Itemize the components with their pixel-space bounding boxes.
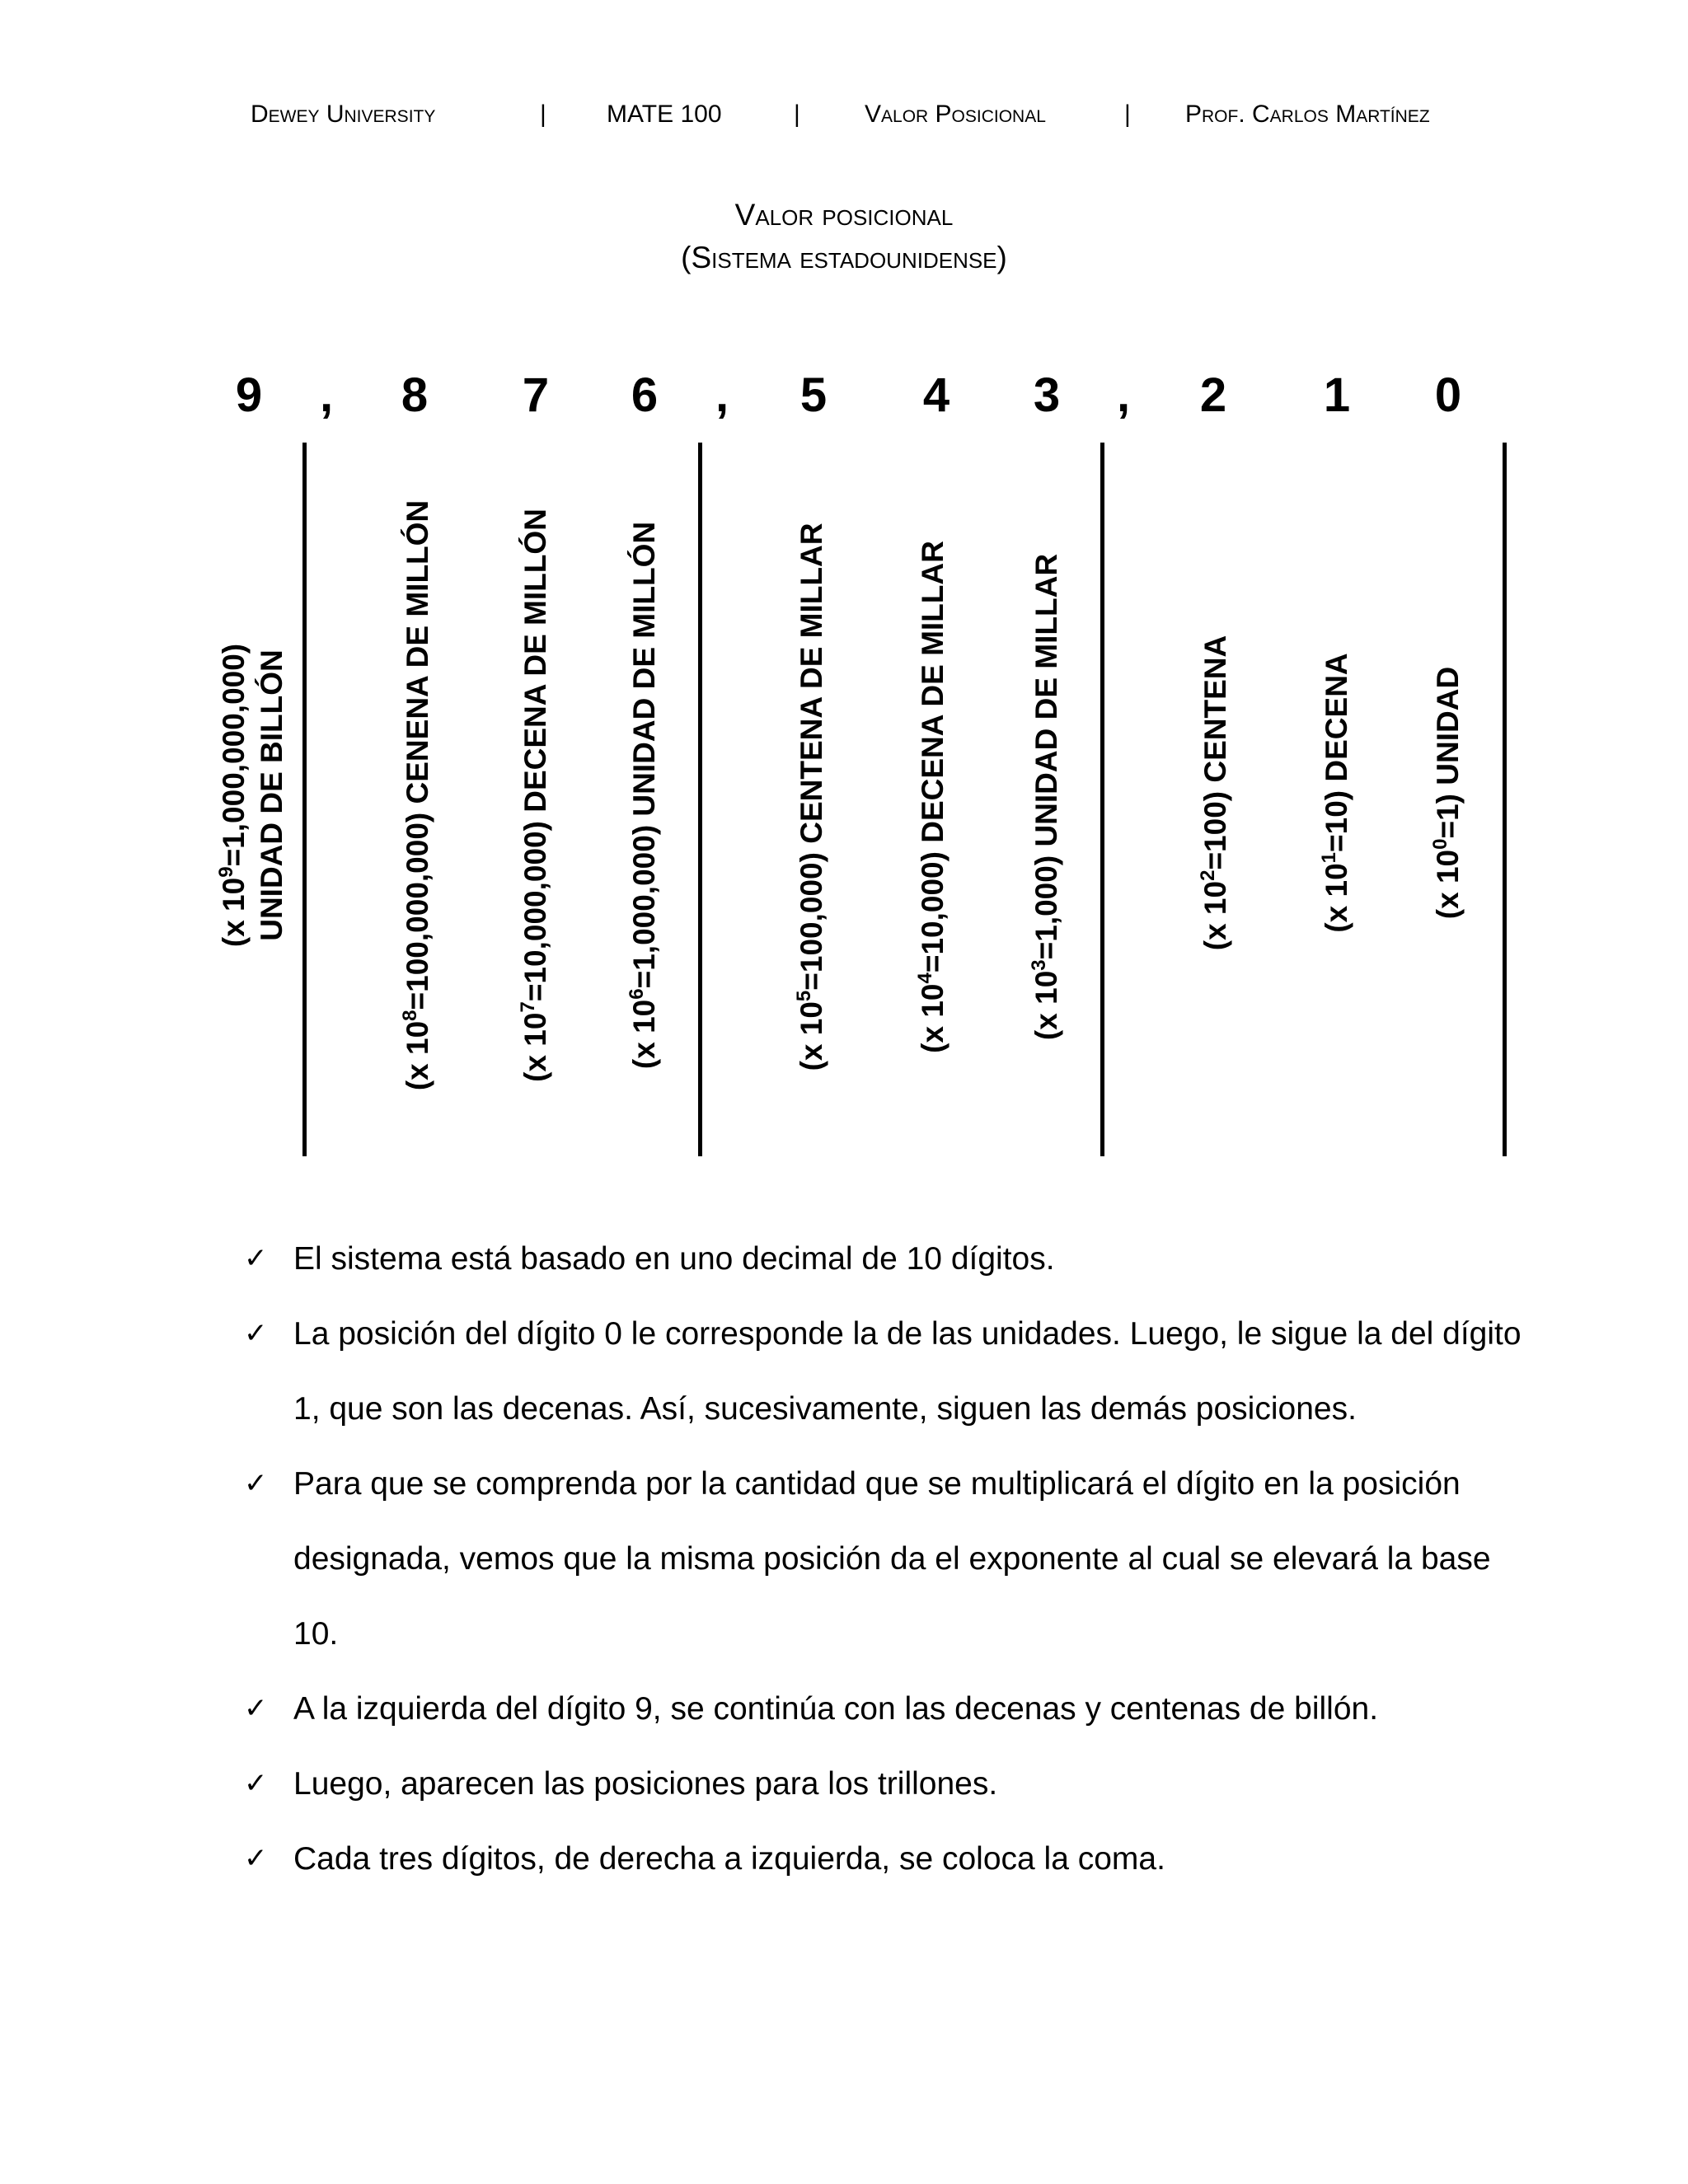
digit: 9: [235, 368, 263, 422]
power-suffix: =100): [1198, 790, 1232, 870]
power-suffix: =100,000,000): [401, 812, 434, 1010]
position-name: DECENA DE MILLAR: [916, 541, 950, 843]
position-name: DECENA DE MILLÓN: [518, 509, 552, 813]
comma: ,: [715, 368, 729, 422]
page-subtitle: (Sistema estadounidense): [681, 241, 1007, 274]
group-divider: [302, 443, 307, 1156]
check-icon: ✓: [244, 1842, 268, 1875]
check-icon: ✓: [244, 1242, 268, 1275]
list-item: [244, 1671, 1530, 1746]
list-item: [244, 1746, 1530, 1821]
digit: 4: [922, 368, 950, 422]
note-text: El sistema está basado en uno decimal de 10 dígitos.: [293, 1241, 1055, 1277]
page-header: [0, 101, 1688, 134]
power-prefix: (x 10: [401, 1020, 434, 1091]
power-prefix: (x 10: [795, 1001, 828, 1071]
position-label-hundred-thousand: [767, 385, 857, 1209]
position-name: UNIDAD DE BILLÓN: [255, 649, 288, 941]
power-prefix: (x 10: [1029, 970, 1063, 1041]
header-professor: Prof. Carlos Martínez: [1185, 101, 1430, 128]
exponent: 4: [914, 972, 936, 984]
power-suffix: =1,000,000,000): [217, 643, 251, 867]
check-icon: ✓: [244, 1767, 268, 1800]
position-label-tens: [1292, 381, 1382, 1205]
power-suffix: =100,000): [795, 852, 828, 991]
check-icon: ✓: [244, 1467, 268, 1500]
header-separator: |: [794, 101, 800, 128]
power-prefix: (x 10: [518, 1012, 552, 1082]
exponent: 5: [793, 990, 815, 1002]
power-suffix: =1,000): [1029, 855, 1063, 960]
check-icon: ✓: [244, 1317, 268, 1350]
power-prefix: (x 10: [627, 999, 661, 1070]
note-text: Luego, aparecen las posiciones para los trillones.: [293, 1766, 998, 1802]
group-divider: [698, 443, 702, 1156]
exponent: 9: [215, 866, 237, 878]
position-label-million-unit: [599, 383, 690, 1207]
power-suffix: =10): [1320, 790, 1353, 852]
position-name: DECENA: [1320, 653, 1353, 782]
position-label-thousand-unit: [1001, 385, 1092, 1209]
power-suffix: =1,000,000): [627, 824, 661, 989]
power-suffix: =1): [1431, 793, 1465, 839]
header-separator: |: [540, 101, 546, 128]
list-item: [244, 1296, 1530, 1446]
position-label-units: [1403, 381, 1493, 1205]
digit: 7: [522, 368, 550, 422]
check-icon: ✓: [244, 1692, 268, 1725]
power-prefix: (x 10: [1198, 880, 1232, 951]
digit: 2: [1199, 368, 1227, 422]
exponent: 6: [626, 988, 648, 1000]
digit: 0: [1434, 368, 1462, 422]
position-name: UNIDAD DE MILLÓN: [627, 521, 661, 817]
list-item: [244, 1821, 1530, 1896]
note-text: Para que se comprenda por la cantidad que se multiplicará el dígito en la posición designada, vemos que la misma posición da el exponente al cual se elevará la base 10.: [293, 1466, 1491, 1652]
header-separator: |: [1124, 101, 1131, 128]
note-text: A la izquierda del dígito 9, se continúa con las decenas y centenas de billón.: [293, 1691, 1379, 1727]
position-name: CENENA DE MILLÓN: [401, 499, 434, 804]
exponent: 1: [1318, 851, 1340, 864]
header-topic: Valor Posicional: [865, 101, 1046, 128]
position-name: CENTENA DE MILLAR: [795, 523, 828, 844]
comma: ,: [319, 368, 334, 422]
power-prefix: (x 10: [1320, 863, 1353, 933]
position-name: UNIDAD: [1431, 666, 1465, 785]
exponent: 0: [1429, 838, 1451, 850]
exponent: 3: [1028, 959, 1050, 971]
exponent: 7: [517, 1001, 539, 1013]
position-name: UNIDAD DE MILLAR: [1029, 553, 1063, 847]
digit: 8: [401, 368, 429, 422]
power-prefix: (x 10: [217, 877, 251, 948]
position-label-hundred-million: [373, 383, 463, 1207]
position-name: CENTENA: [1198, 635, 1232, 783]
digit: 3: [1033, 368, 1061, 422]
power-prefix: (x 10: [916, 983, 950, 1053]
digit: 5: [799, 368, 828, 422]
exponent: 8: [399, 1010, 421, 1021]
digit: 1: [1323, 368, 1351, 422]
list-item: [244, 1221, 1530, 1296]
power-prefix: (x 10: [1431, 849, 1465, 920]
digit: 6: [631, 368, 659, 422]
page-title: Valor posicional: [734, 198, 954, 232]
power-suffix: =10,000,000): [518, 821, 552, 1002]
power-suffix: =10,000): [916, 851, 950, 973]
group-divider: [1503, 443, 1507, 1156]
group-divider: [1100, 443, 1104, 1156]
list-item: [244, 1446, 1530, 1671]
header-university: Dewey University: [251, 101, 436, 128]
exponent: 2: [1197, 869, 1219, 881]
position-label-billion-unit: [208, 383, 298, 1207]
comma: ,: [1116, 368, 1131, 422]
header-course: MATE 100: [607, 101, 722, 128]
position-label-ten-million: [490, 383, 581, 1207]
notes-list: [244, 1221, 1530, 1896]
position-label-hundreds: [1170, 381, 1261, 1205]
note-text: La posición del dígito 0 le corresponde la de las unidades. Luego, le sigue la del dígito 1, que son las decenas. Así, sucesivamente, siguen las demás posiciones.: [293, 1316, 1522, 1427]
position-label-ten-thousand: [888, 385, 978, 1209]
note-text: Cada tres dígitos, de derecha a izquierda, se coloca la coma.: [293, 1841, 1165, 1877]
